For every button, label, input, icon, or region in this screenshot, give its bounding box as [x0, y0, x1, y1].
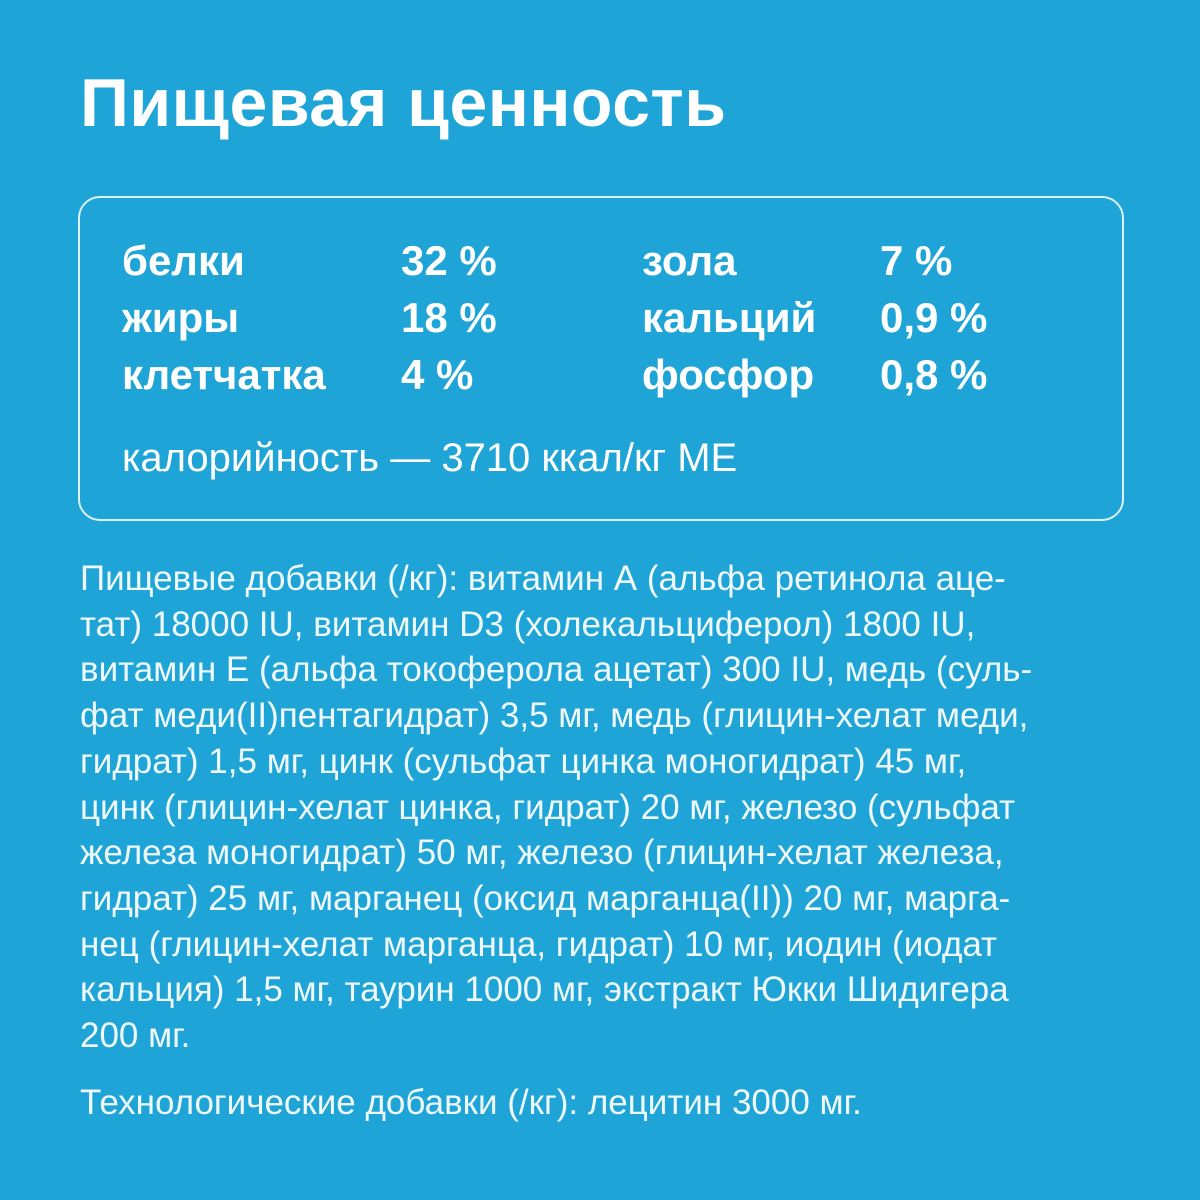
additives-line: кальция) 1,5 мг, таурин 1000 мг, экстракт Юкки Шидигера [80, 970, 1009, 1010]
nutrition-facts-box [78, 196, 1124, 521]
additives-line: витамин Е (альфа токоферола ацетат) 300 IU, медь (суль- [80, 650, 1033, 690]
calories-text: калорийность — 3710 ккал/кг ME [122, 436, 738, 480]
nutrient-value: 7 % [880, 237, 953, 284]
additives-line: цинк (глицин-хелат цинка, гидрат) 20 мг, железо (сульфат [80, 787, 1016, 827]
nutrient-name: жиры [122, 294, 240, 341]
nutrient-name: зола [642, 237, 737, 284]
nutrient-value: 32 % [401, 237, 497, 284]
nutrient-value: 0,8 % [880, 351, 988, 398]
nutrient-value: 4 % [401, 351, 474, 398]
additives-line: гидрат) 1,5 мг, цинк (сульфат цинка моногидрат) 45 мг, [80, 741, 967, 781]
additives-line: фат меди(II)пентагидрат) 3,5 мг, медь (глицин-хелат меди, [80, 696, 1029, 736]
additives-line: 200 мг. [80, 1016, 191, 1056]
additives-line: тат) 18000 IU, витамин D3 (холекальциферол) 1800 IU, [80, 604, 976, 644]
nutrient-name: белки [122, 237, 245, 284]
additives-line: Пищевые добавки (/кг): витамин А (альфа ретинола аце- [80, 559, 1006, 598]
nutrient-value: 18 % [401, 294, 497, 341]
nutrient-name: фосфор [642, 351, 815, 398]
nutrient-name: клетчатка [122, 351, 326, 398]
page-title: Пищевая ценность [80, 65, 727, 141]
additives-line: гидрат) 25 мг, марганец (оксид марганца(II)) 20 мг, марга- [80, 878, 1011, 918]
nutrient-name: кальций [642, 294, 817, 341]
food-additives-text [80, 556, 1140, 1059]
additives-line: нец (глицин-хелат марганца, гидрат) 10 мг, иодин (иодат [80, 924, 998, 964]
additives-line: железа моногидрат) 50 мг, железо (глицин-хелат железа, [80, 833, 1004, 873]
nutrient-value: 0,9 % [880, 294, 988, 341]
technological-additives-text: Технологические добавки (/кг): лецитин 3000 мг. [80, 1083, 862, 1122]
